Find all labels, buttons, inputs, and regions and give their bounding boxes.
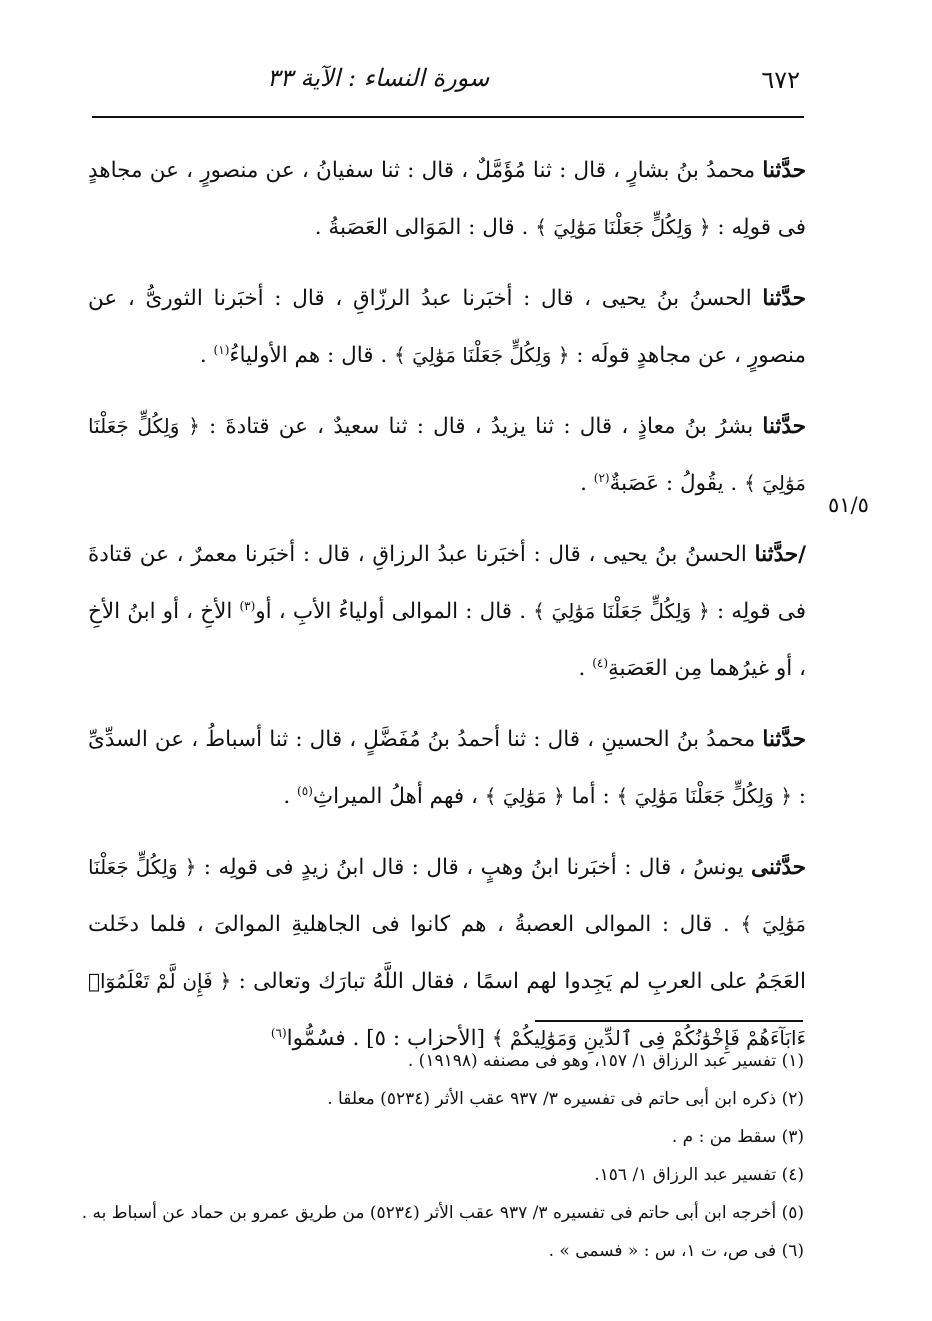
quran-quote: ﴿ وَلِكُلٍّ جَعَلْنَا مَوَٰلِيَ ﴾ [616,784,792,808]
page-number: ٦٧٢ [761,66,800,94]
narration-lead: /حدَّثنا [754,542,806,567]
narration-text-end: [الأحزاب : ٥] . فسُمُّوا [286,1026,492,1051]
footnote-reference[interactable]: (٢) [593,470,610,485]
footnote-reference[interactable]: (١) [213,342,230,357]
narration-text: الحسنُ بنُ يحيى ، قال : أخبَرنا عبدُ الرزّاقِ ، قال : أخبَرنا الثورىُّ ، عن منصورٍ ، عن مجاهدٍ قولَه : [88,286,806,368]
narration-text-end: الأخِ ، أو ابنُ الأخِ ، أو غيرُهما مِن العَصَبةِ [88,599,806,681]
narration-text-after: : أما [564,784,617,809]
margin-note: ٥١/٥ [828,493,869,517]
narration-text-after: . يقُولُ : عَصَبةٌ [609,471,745,496]
narration-text: الحسنُ بنُ يحيى ، قال : أخبَرنا عبدُ الرزاقِ ، قال : أخبَرنا معمرٌ ، عن قتادةَ فى قولِه : [88,542,806,624]
narration-lead: حدَّثنا [762,727,806,752]
footnote-reference[interactable]: (٦) [270,1025,287,1040]
narration-text: بشرُ بنُ معاذٍ ، قال : ثنا يزيدُ ، قال : ثنا سعيدٌ ، عن قتادةَ : [199,414,763,439]
narration-lead: حدَّثنا [762,158,806,183]
narration-paragraph [88,839,806,1067]
narration-lead: حدَّثنا [762,414,806,439]
narration-text-after: . قال : الموالى العصبةُ ، هم كانوا فى الجاهليةِ الموالىَ ، فلما دخَلت العَجَمُ على العربِ لم يَجِدوا لهم اسمًا ، فقال اللَّهُ تبارَك وتعالى : [88,912,806,994]
header-rule [92,116,804,118]
narration-paragraph [88,142,806,256]
footnote-reference[interactable]: (٥) [297,783,313,798]
footnote: (٦) فى ص، ت ١، س : « فسمى » . [548,1241,804,1261]
body-text [88,142,806,1081]
narration-lead: حدَّثنى [751,855,806,880]
footnote-rule [535,1020,803,1022]
narration-text-after: . قال : هم الأولياءُ [229,343,395,368]
narration-text-after: . قال : الموالى أولياءُ الأبِ ، أو [255,599,534,624]
narration-text-end: . [578,656,593,681]
narration-text: محمدُ بنُ الحسينِ ، قال : ثنا أحمدُ بنُ مُفَضَّلٍ ، قال : ثنا أسباطُ ، عن السدِّىِّ : [88,727,806,809]
quran-quote: ﴿ وَلِكُلٍّ جَعَلْنَا مَوَٰلِيَ ﴾ [88,855,806,936]
quran-quote: ﴿ وَلِكُلٍّ جَعَلْنَا مَوَٰلِيَ ﴾ [533,599,710,623]
footnotes [81,1042,804,1270]
quran-quote: ﴿ وَلِكُلٍّ جَعَلْنَا مَوَٰلِيَ ﴾ [394,343,570,367]
quran-quote: ﴿ وَلِكُلٍّ جَعَلْنَا مَوَٰلِيَ ﴾ [535,215,711,239]
footnote: (٤) تفسير عبد الرزاق ١/ ١٥٦. [594,1165,804,1185]
quran-quote: ﴿ وَلِكُلٍّ جَعَلْنَا مَوَٰلِيَ ﴾ [88,414,806,495]
narration-lead: حدَّثنا [762,286,806,311]
narration-text-end: . [580,471,594,496]
footnote: (٢) ذكره ابن أبى حاتم فى تفسيره ٣/ ٩٣٧ عقب الأثر (٥٢٣٤) معلقا . [327,1089,804,1109]
footnote: (٥) أخرجه ابن أبى حاتم فى تفسيره ٣/ ٩٣٧ عقب الأثر (٥٢٣٤) من طريق عمرو بن حماد عن أسباط به . [81,1203,804,1223]
quran-quote: ﴿ مَوَٰلِيَ ﴾ [484,784,565,808]
footnote-reference[interactable]: (٤) [592,655,609,670]
narration-text-end: ، فهم أهلُ الميراثِ [312,784,485,809]
narration-paragraph [88,270,806,384]
footnote: (١) تفسير عبد الرزاق ١/ ١٥٧، وهو فى مصنفه (١٩١٩٨) . [407,1051,804,1071]
narration-text-end: . [199,343,214,368]
narration-text-after: . قال : المَوَالى العَصَبةُ . [314,215,536,240]
narration-paragraph [88,526,806,697]
narration-paragraph [88,398,806,512]
narration-text-end: . [283,784,298,809]
quran-quote: ﴿ فَإِن لَّمْ تَعْلَمُوٓا۟ ءَابَآءَهُمْ فَإِخْوَٰنُكُمْ فِى ٱلدِّينِ وَمَوَٰلِيكُمْ ﴾ [88,969,806,1050]
narration-text: محمدُ بنُ بشارٍ ، قال : ثنا مُؤَمَّلٌ ، قال : ثنا سفيانُ ، عن منصورٍ ، عن مجاهدٍ فى قولِه : [88,158,806,240]
footnote-reference[interactable]: (٣) [239,598,256,613]
narration-text: يونسُ ، قال : أخبَرنا ابنُ وهبٍ ، قال : قال ابنُ زيدٍ فى قولِه : [196,855,752,880]
narration-paragraph [88,711,806,825]
footnote: (٣) سقط من : م . [671,1127,804,1147]
page-header [92,58,804,114]
running-head: سورة النساء : الآية ٣٣ [267,64,490,92]
